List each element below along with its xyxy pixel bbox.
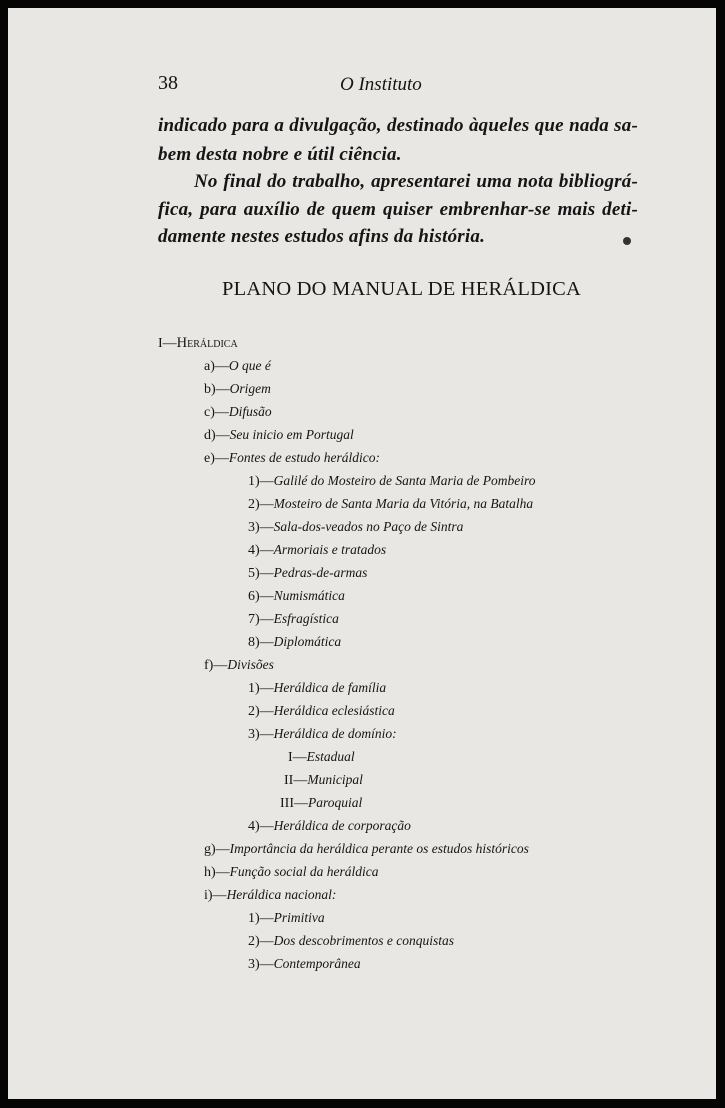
paragraph-line: bem desta nobre e útil ciência.: [158, 144, 402, 165]
outline-text: Paroquial: [308, 795, 363, 810]
outline-root: [158, 334, 238, 353]
outline-text: Origem: [229, 381, 271, 396]
outline-marker: 1)—: [248, 911, 274, 926]
outline-text: Heráldica de corporação: [273, 818, 411, 833]
outline-item: [204, 840, 529, 859]
outline-text: Seu inicio em Portugal: [229, 427, 354, 442]
outline-marker: h)—: [204, 865, 230, 880]
outline-marker: 2)—: [248, 934, 274, 949]
section-title: PLANO DO MANUAL DE HERÁLDICA: [222, 278, 582, 300]
outline-item: [248, 472, 536, 491]
outline-item: [204, 886, 336, 905]
outline-item: [248, 610, 339, 629]
outline-text: Esfragística: [273, 611, 339, 626]
outline-marker: 1)—: [248, 474, 274, 489]
paragraph-line: damente nestes estudos afins da história.: [158, 226, 486, 247]
outline-marker: 6)—: [248, 589, 274, 604]
outline-item: [204, 403, 272, 422]
book-page: [8, 8, 716, 1099]
outline-text: Fontes de estudo heráldico:: [228, 450, 380, 465]
outline-item: [248, 725, 397, 744]
outline-marker: b)—: [204, 382, 230, 397]
paragraph-line: fica, para auxílio de quem quiser embrenhar-se mais deti-: [158, 199, 638, 220]
outline-item: [248, 633, 341, 652]
outline-item: [248, 932, 454, 951]
outline-text: Pedras-de-armas: [273, 565, 368, 580]
outline-marker: 4)—: [248, 543, 274, 558]
outline-text: Difusão: [228, 404, 272, 419]
outline-item: [284, 771, 363, 790]
outline-marker: i)—: [204, 888, 227, 903]
paragraph-line: indicado para a divulgação, destinado àqueles que nada sa-: [158, 115, 638, 136]
outline-item: [248, 702, 395, 721]
outline-text: O que é: [228, 358, 271, 373]
outline-item: [248, 541, 386, 560]
outline-item: [204, 863, 379, 882]
outline-item: [248, 518, 463, 537]
outline-text: Heráldica nacional:: [226, 887, 337, 902]
outline-marker: c)—: [204, 405, 229, 420]
ink-speck: [623, 237, 631, 245]
outline-text: Importância da heráldica perante os estudos históricos: [229, 841, 529, 856]
outline-marker: d)—: [204, 428, 230, 443]
outline-marker: I—: [158, 336, 177, 351]
outline-marker: 3)—: [248, 520, 274, 535]
outline-item: [248, 679, 386, 698]
outline-marker: 2)—: [248, 704, 274, 719]
outline-item: [204, 380, 271, 399]
page-number: 38: [158, 72, 178, 94]
outline-item: [248, 587, 345, 606]
outline-text: Numismática: [273, 588, 345, 603]
outline-marker: a)—: [204, 359, 229, 374]
outline-marker: f)—: [204, 658, 228, 673]
outline-item: [248, 564, 367, 583]
outline-marker: II—: [284, 773, 308, 788]
outline-marker: 2)—: [248, 497, 274, 512]
outline-item: [248, 817, 411, 836]
paragraph-line: No final do trabalho, apresentarei uma nota bibliográ-: [194, 171, 638, 192]
outline-text: Função social da heráldica: [229, 864, 379, 879]
outline-marker: 1)—: [248, 681, 274, 696]
outline-text: Divisões: [227, 657, 274, 672]
outline-item: [248, 495, 533, 514]
outline-item: [288, 748, 355, 767]
outline-marker: 3)—: [248, 727, 274, 742]
outline-item: [204, 449, 380, 468]
outline-text: Primitiva: [273, 910, 325, 925]
outline-marker: 8)—: [248, 635, 274, 650]
outline-item: [204, 426, 354, 445]
outline-text: Heráldica eclesiástica: [273, 703, 395, 718]
outline-marker: 4)—: [248, 819, 274, 834]
outline-text: Mosteiro de Santa Maria da Vitória, na Batalha: [273, 496, 534, 511]
outline-text: Dos descobrimentos e conquistas: [273, 933, 455, 948]
outline-text: Galilé do Mosteiro de Santa Maria de Pombeiro: [273, 473, 536, 488]
outline-text: Armoriais e tratados: [273, 542, 387, 557]
outline-text: Heráldica de domínio:: [273, 726, 397, 741]
outline-marker: I—: [288, 750, 307, 765]
outline-text: Municipal: [307, 772, 363, 787]
outline-text: Heráldica de família: [273, 680, 387, 695]
outline-marker: 7)—: [248, 612, 274, 627]
outline-marker: 3)—: [248, 957, 274, 972]
outline-item: [248, 955, 361, 974]
outline-item: [280, 794, 362, 813]
running-title: O Instituto: [340, 74, 422, 95]
outline-marker: III—: [280, 796, 308, 811]
outline-text: Sala-dos-veados no Paço de Sintra: [273, 519, 464, 534]
outline-item: [248, 909, 325, 928]
outline-item: [204, 656, 274, 675]
outline-text: Estadual: [306, 749, 355, 764]
outline-item: [204, 357, 271, 376]
outline-marker: 5)—: [248, 566, 274, 581]
outline-text: Contemporânea: [273, 956, 361, 971]
outline-root-label: Heráldica: [176, 335, 238, 351]
outline-text: Diplomática: [273, 634, 342, 649]
outline-marker: e)—: [204, 451, 229, 466]
outline-marker: g)—: [204, 842, 230, 857]
